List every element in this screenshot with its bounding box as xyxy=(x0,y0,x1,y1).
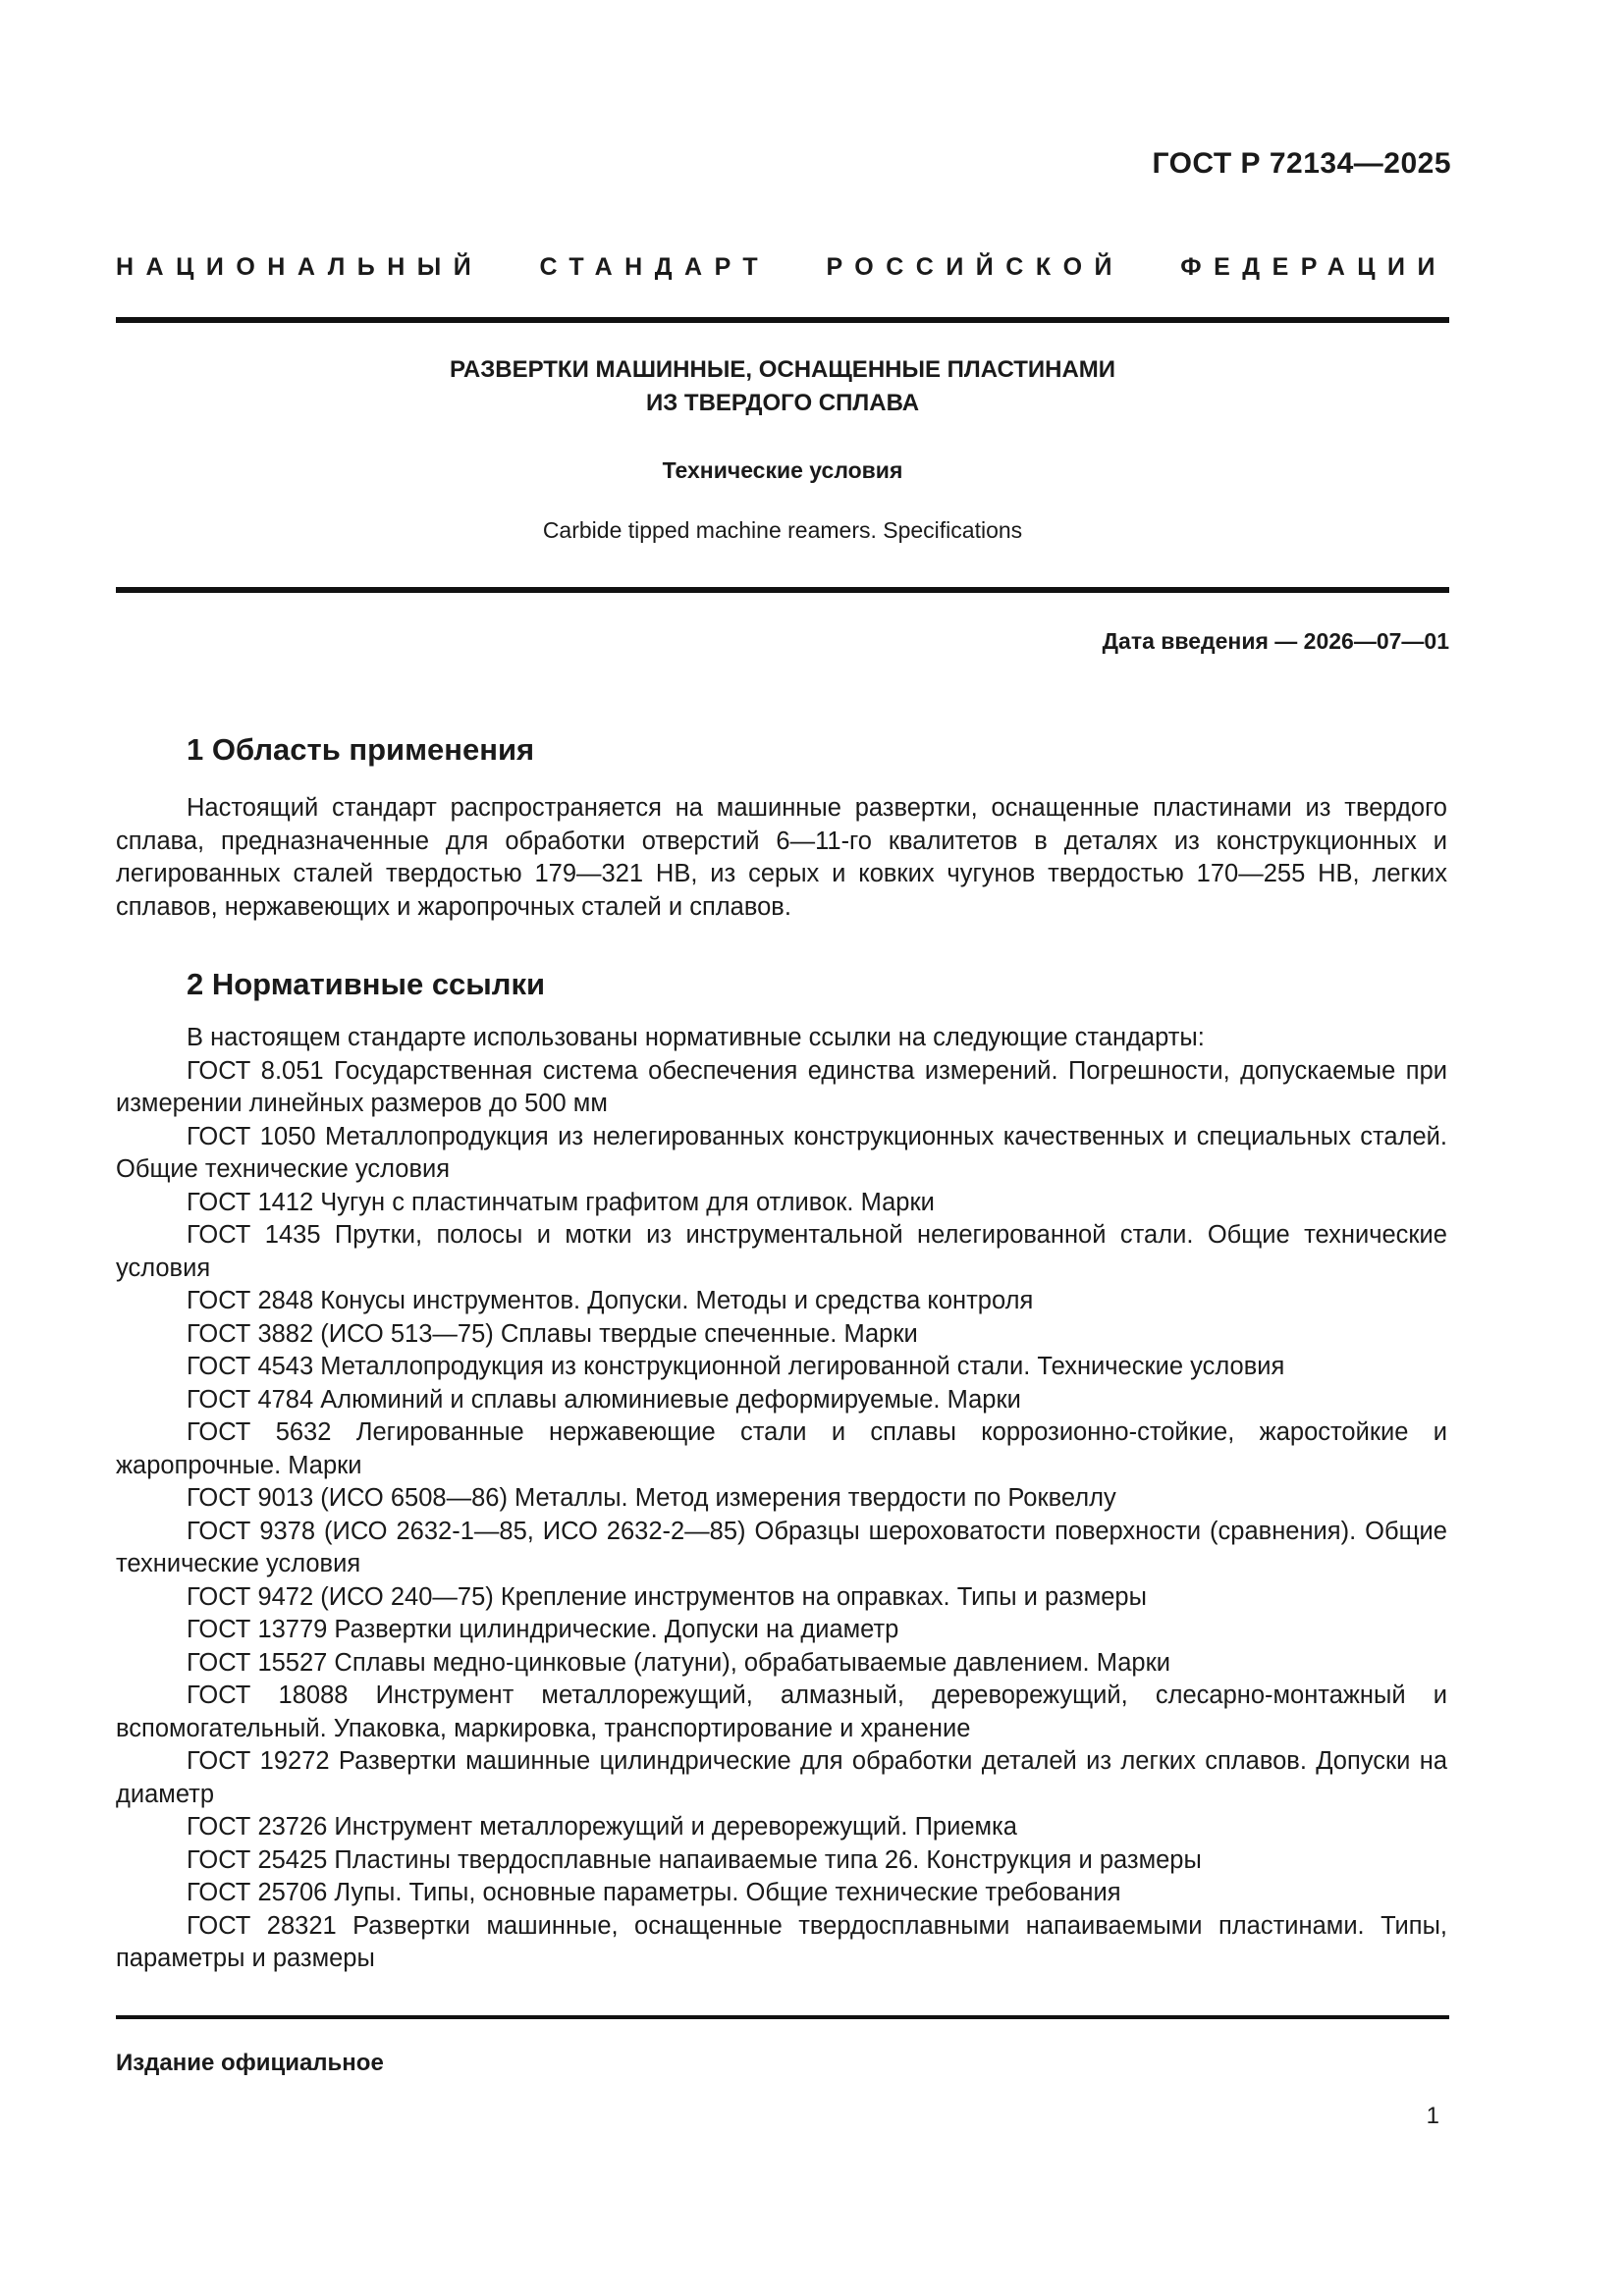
official-edition-label: Издание официальное xyxy=(116,2050,384,2076)
reference-item: ГОСТ 9013 (ИСО 6508—86) Металлы. Метод измерения твердости по Роквеллу xyxy=(187,1484,1116,1512)
reference-item: ГОСТ 25706 Лупы. Типы, основные параметры. Общие технические требования xyxy=(187,1879,1121,1906)
english-title: Carbide tipped machine reamers. Specifications xyxy=(542,517,1023,543)
section-1-body xyxy=(116,792,1447,924)
reference-item: ГОСТ 3882 (ИСО 513—75) Сплавы твердые спеченные. Марки xyxy=(187,1319,918,1348)
reference-item: ГОСТ 9472 (ИСО 240—75) Крепление инструментов на оправках. Типы и размеры xyxy=(187,1582,1147,1611)
footer-divider xyxy=(116,2015,1449,2019)
section-1-paragraph: Настоящий стандарт распространяется на машинные развертки, оснащенные пластинами из твердого сплава, предназначенные для обработки отверстий 6—11-го квалитетов в деталях из конструкционных и легированных сталей твердостью 179—321 НВ, из серых и ковких чугунов твердостью 170—255 НВ, легких сплавов, нержавеющих и жаропрочных сталей и сплавов. xyxy=(116,794,1447,921)
page-number: 1 xyxy=(1426,2103,1439,2129)
title-line-1: РАЗВЕРТКИ МАШИННЫЕ, ОСНАЩЕННЫЕ ПЛАСТИНАМИ xyxy=(449,356,1116,383)
reference-item: ГОСТ 8.051 Государственная система обеспечения единства измерений. Погрешности, допускаемые при измерении линейных размеров до 500 мм xyxy=(116,1056,1447,1117)
section-2-body xyxy=(116,1022,1447,1976)
reference-item: ГОСТ 9378 (ИСО 2632-1—85, ИСО 2632-2—85) Образцы шероховатости поверхности (сравнения). Общие технические условия xyxy=(116,1517,1447,1577)
document-number: ГОСТ Р 72134—2025 xyxy=(1152,147,1451,180)
reference-item: ГОСТ 2848 Конусы инструментов. Допуски. Методы и средства контроля xyxy=(187,1287,1034,1314)
national-standard-banner: НАЦИОНАЛЬНЫЙ СТАНДАРТ РОССИЙСКОЙ ФЕДЕРАЦИИ xyxy=(116,253,1447,281)
reference-item: ГОСТ 18088 Инструмент металлорежущий, алмазный, дереворежущий, слесарно-монтажный и вспомогательный. Упаковка, маркировка, транспортирование и хранение xyxy=(116,1682,1447,1742)
document-title xyxy=(116,353,1449,420)
reference-item: ГОСТ 23726 Инструмент металлорежущий и дереворежущий. Приемка xyxy=(187,1813,1017,1841)
reference-item: ГОСТ 28321 Развертки машинные, оснащенные твердосплавными напаиваемыми пластинами. Типы, параметры и размеры xyxy=(116,1911,1447,1972)
section-2-heading: 2 Нормативные ссылки xyxy=(187,967,546,1001)
reference-item: ГОСТ 5632 Легированные нержавеющие стали и сплавы коррозионно-стойкие, жаростойкие и жаропрочные. Марки xyxy=(116,1418,1447,1479)
reference-item: ГОСТ 4784 Алюминий и сплавы алюминиевые деформируемые. Марки xyxy=(187,1385,1021,1414)
section-2-intro: В настоящем стандарте использованы нормативные ссылки на следующие стандарты: xyxy=(187,1024,1205,1051)
title-line-2: ИЗ ТВЕРДОГО СПЛАВА xyxy=(645,390,920,416)
reference-item: ГОСТ 1050 Металлопродукция из нелегированных конструкционных качественных и специальных сталей. Общие технические условия xyxy=(116,1122,1447,1183)
reference-item: ГОСТ 4543 Металлопродукция из конструкционной легированной стали. Технические условия xyxy=(187,1353,1285,1380)
reference-item: ГОСТ 1435 Прутки, полосы и мотки из инструментальной нелегированной стали. Общие технические условия xyxy=(116,1221,1447,1282)
title-divider xyxy=(116,587,1449,593)
reference-item: ГОСТ 15527 Сплавы медно-цинковые (латуни), обрабатываемые давлением. Марки xyxy=(187,1648,1170,1677)
reference-item: ГОСТ 1412 Чугун с пластинчатым графитом для отливок. Марки xyxy=(187,1188,935,1216)
section-1-heading: 1 Область применения xyxy=(187,732,535,767)
reference-item: ГОСТ 25425 Пластины твердосплавные напаиваемые типа 26. Конструкция и размеры xyxy=(187,1845,1202,1874)
reference-item: ГОСТ 13779 Развертки цилиндрические. Допуски на диаметр xyxy=(187,1616,899,1643)
document-subtitle: Технические условия xyxy=(662,457,903,483)
top-divider xyxy=(116,317,1449,323)
introduction-date: Дата введения — 2026—07—01 xyxy=(1102,628,1449,654)
reference-item: ГОСТ 19272 Развертки машинные цилиндрические для обработки деталей из легких сплавов. Допуски на диаметр xyxy=(116,1747,1447,1808)
